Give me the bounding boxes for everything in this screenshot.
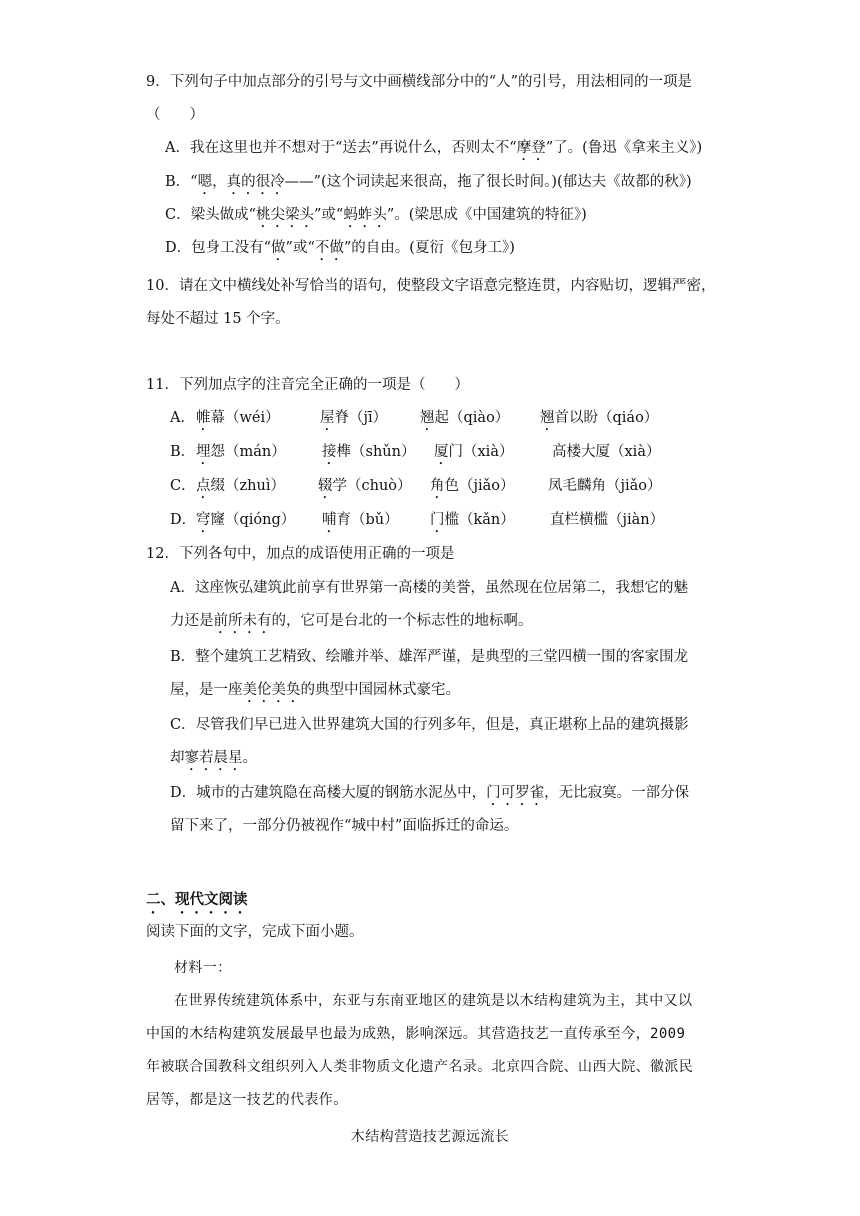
q9-c-dotted-1: 桃尖梁头 xyxy=(256,207,315,223)
q9-b-dotted: 嗯，真的很冷—— xyxy=(197,174,314,190)
q11-a-item3: 翘起（qiào） xyxy=(420,410,510,426)
material-para-line4: 居等，都是这一技艺的代表作。 xyxy=(146,1092,348,1108)
q12-b-line1: B．整个建筑工艺精致、绘雕并举、雄浑严谨，是典型的三堂四横一围的客家围龙 xyxy=(170,649,689,665)
q11-d-item3: 门槛（kǎn） xyxy=(430,512,515,528)
q9-b-text: B．“ xyxy=(165,174,198,190)
q12-d-idiom: 门可罗雀 xyxy=(486,785,545,801)
q9-b-source: ”(这个词读起来很高，拖了很长时间。)(郁达夫《故都的秋》) xyxy=(313,174,692,190)
q11-a-label: A． xyxy=(170,410,195,426)
q12-a-idiom: 前所未有 xyxy=(213,613,272,629)
q9-d-mid: ”或“ xyxy=(285,240,315,256)
q11-c-label: C． xyxy=(170,478,196,494)
q9-d-text: D．包身工没有“ xyxy=(165,240,272,256)
q9-a-dotted: 摩登 xyxy=(516,140,546,156)
q12-c-line1: C．尽管我们早已进入世界建筑大国的行列多年，但是，真正堪称上品的建筑摄影 xyxy=(170,717,689,733)
q12-b-line2: 屋，是一座美伦美奂的典型中国园林式豪宅。 xyxy=(170,682,460,698)
q11-a-item4: 翘首以盼（qiáo） xyxy=(540,410,659,426)
q9-answer-paren: （ ） xyxy=(146,107,204,123)
q9-c-dotted-2: 蚂蚱头 xyxy=(343,207,387,223)
q9-option-c[interactable] xyxy=(165,205,587,231)
q9-c-source: ”。(梁思成《中国建筑的特征》) xyxy=(386,207,587,223)
q9-a-text: A．我在这里也并不想对于“送去”再说什么，否则太不“ xyxy=(165,140,517,156)
material-label: 材料一： xyxy=(174,960,232,976)
q11-d-item2: 哺育（bǔ） xyxy=(322,512,399,528)
q9-d-dotted-1: 做 xyxy=(271,240,286,256)
q11-d-item1: 穹窿（qióng） xyxy=(196,512,296,528)
q11-a-item2: 屋脊（jī） xyxy=(320,410,388,426)
q9-option-b[interactable] xyxy=(165,172,692,198)
q9-d-source: ”的自由。(夏衍《包身工》) xyxy=(343,240,515,256)
q9-stem: 9．下列句子中加点部分的引号与文中画横线部分中的“人”的引号，用法相同的一项是 xyxy=(146,74,693,90)
q12-stem: 12．下列各句中，加点的成语使用正确的一项是 xyxy=(146,546,455,562)
q12-a-line2: 力还是前所未有的，它可是台北的一个标志性的地标啊。 xyxy=(170,613,533,629)
q11-c-item3: 角色（jiǎo） xyxy=(430,478,515,494)
material-para-line1: 在世界传统建筑体系中，东亚与东南亚地区的建筑是以木结构建筑为主，其中又以 xyxy=(174,993,693,1009)
q9-c-mid: ”或“ xyxy=(314,207,344,223)
q11-d-item4: 直栏横槛（jiàn） xyxy=(550,512,665,528)
q9-c-text: C．梁头做成“ xyxy=(165,207,257,223)
q9-option-a[interactable] xyxy=(165,138,702,164)
q12-c-idiom: 寥若晨星 xyxy=(184,750,243,766)
q12-c-line2: 却寥若晨星。 xyxy=(170,750,257,766)
q10-stem-line1: 10．请在文中横线处补写恰当的语句，使整段文字语意完整连贯，内容贴切，逻辑严密， xyxy=(146,278,716,294)
q9-option-d[interactable] xyxy=(165,238,515,264)
q12-d-line2: 留下来了，一部分仍被视作“城中村”面临拆迁的命运。 xyxy=(170,818,519,834)
q12-a-line1: A．这座恢弘建筑此前享有世界第一高楼的美誉，虽然现在位居第二，我想它的魅 xyxy=(170,580,688,596)
q11-c-item4: 凤毛麟角（jiǎo） xyxy=(548,478,662,494)
q12-d-line1: D．城市的古建筑隐在高楼大厦的钢筋水泥丛中，门可罗雀，无比寂寞。一部分保 xyxy=(170,785,690,801)
q11-b-label: B． xyxy=(170,444,196,460)
q11-b-item3: 厦门（xià） xyxy=(434,444,514,460)
q10-stem-line2: 每处不超过 15 个字。 xyxy=(146,311,290,327)
material-para-line3: 年被联合国教科文组织列入人类非物质文化遗产名录。北京四合院、山西大院、徽派民 xyxy=(146,1059,694,1075)
q11-c-item2: 辍学（chuò） xyxy=(318,478,412,494)
material-subtitle: 木结构营造技艺源远流长 xyxy=(350,1129,510,1145)
q11-c-item1: 点缀（zhuì） xyxy=(196,478,285,494)
q11-d-label: D． xyxy=(170,512,197,528)
q9-d-dotted-2: 不做 xyxy=(314,240,344,256)
section-heading: 二、现代文阅读 xyxy=(146,891,248,908)
q11-b-item4: 高楼大厦（xià） xyxy=(552,444,661,460)
q11-a-item1: 帷幕（wéi） xyxy=(196,410,280,426)
q11-b-item2: 接榫（shǔn） xyxy=(322,444,416,460)
material-para-line2: 中国的木结构建筑发展最早也最为成熟，影响深远。其营造技艺一直传承至今，2009 xyxy=(146,1026,686,1042)
q11-stem: 11．下列加点字的注音完全正确的一项是（ ） xyxy=(146,377,469,393)
q12-b-idiom: 美伦美奂 xyxy=(242,682,301,698)
reading-instruction: 阅读下面的文字，完成下面小题。 xyxy=(146,924,364,940)
q11-b-item1: 埋怨（mán） xyxy=(196,444,286,460)
q9-a-source: ”了。(鲁迅《拿来主义》) xyxy=(545,140,703,156)
